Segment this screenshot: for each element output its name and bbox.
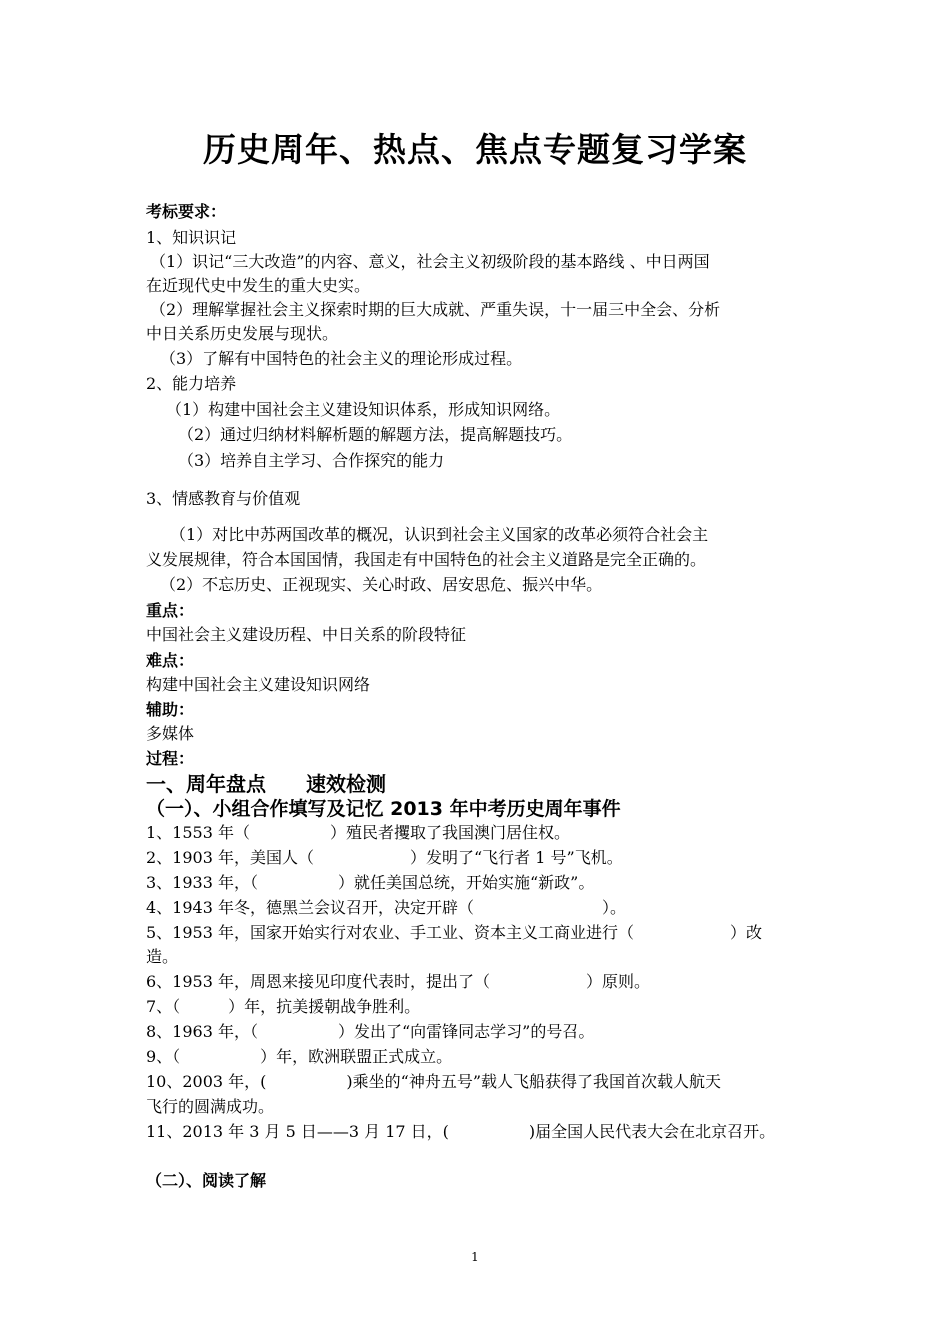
requirement-line: 义发展规律，符合本国国情，我国走有中国特色的社会主义道路是完全正确的。 [146, 550, 707, 569]
list-item: 9、（ ）年，欧洲联盟正式成立。 [146, 1047, 453, 1066]
requirements-heading: 考标要求： [146, 202, 227, 221]
page-title: 历史周年、热点、焦点专题复习学案 [203, 130, 747, 169]
key-point-label: 重点： [146, 601, 195, 620]
difficulty-text: 构建中国社会主义建设知识网络 [146, 675, 371, 694]
requirement-line: （3）培养自主学习、合作探究的能力 [178, 451, 445, 470]
process-label: 过程： [146, 749, 195, 768]
section1-sub1: （一）、小组合作填写及记忆 2013 年中考历史周年事件 [146, 798, 621, 820]
section-ability: 2、能力培养 [146, 374, 237, 393]
requirement-line: （2）通过归纳材料解析题的解题方法，提高解题技巧。 [178, 425, 573, 444]
difficulty-label: 难点： [146, 651, 195, 670]
aid-label: 辅助： [146, 700, 195, 719]
list-item: 10、2003 年，( )乘坐的“神舟五号”载人飞船获得了我国首次载人航天 [146, 1072, 722, 1091]
requirement-line: （2）不忘历史、正视现实、关心时政、居安思危、振兴中华。 [160, 575, 603, 594]
requirement-line: 在近现代史中发生的重大史实。 [146, 276, 371, 295]
section1-sub2: （二）、阅读了解 [146, 1171, 267, 1190]
requirement-line: （1）构建中国社会主义建设知识体系，形成知识网络。 [166, 400, 561, 419]
requirement-line: （1）对比中苏两国改革的概况，认识到社会主义国家的改革必须符合社会主 [170, 525, 709, 544]
list-item: 7、（ ）年，抗美援朝战争胜利。 [146, 997, 421, 1016]
requirement-line: （1）识记“三大改造”的内容、意义，社会主义初级阶段的基本路线 、中日两国 [150, 252, 710, 271]
page-number: 1 [471, 1250, 479, 1264]
requirement-line: （2）理解掌握社会主义探索时期的巨大成就、严重失误，十一届三中全会、分析 [150, 300, 721, 319]
key-point-text: 中国社会主义建设历程、中日关系的阶段特征 [146, 625, 467, 644]
list-item: 3、1933 年，（ ）就任美国总统，开始实施“新政”。 [146, 873, 595, 892]
section1-heading: 一、周年盘点 速效检测 [146, 772, 386, 796]
list-item: 4、1943 年冬，德黑兰会议召开，决定开辟（ ）。 [146, 898, 626, 917]
list-item: 11、2013 年 3 月 5 日——3 月 17 日，( )届全国人民代表大会在北京召开。 [146, 1122, 776, 1141]
section-values: 3、情感教育与价值观 [146, 489, 301, 508]
list-item: 8、1963 年，（ ）发出了“向雷锋同志学习”的号召。 [146, 1022, 595, 1041]
list-item: 1、1553 年（ ）殖民者攫取了我国澳门居住权。 [146, 823, 570, 842]
list-item: 5、1953 年，国家开始实行对农业、手工业、资本主义工商业进行（ ）改 [146, 923, 762, 942]
requirement-line: 中日关系历史发展与现状。 [146, 324, 339, 343]
list-item: 飞行的圆满成功。 [146, 1097, 275, 1116]
requirement-line: （3）了解有中国特色的社会主义的理论形成过程。 [160, 349, 523, 368]
list-item: 造。 [146, 947, 179, 966]
list-item: 6、1953 年，周恩来接见印度代表时，提出了（ ）原则。 [146, 972, 650, 991]
list-item: 2、1903 年，美国人（ ）发明了“飞行者 1 号”飞机。 [146, 848, 623, 867]
aid-text: 多媒体 [146, 724, 195, 743]
section-knowledge: 1、知识识记 [146, 228, 237, 247]
